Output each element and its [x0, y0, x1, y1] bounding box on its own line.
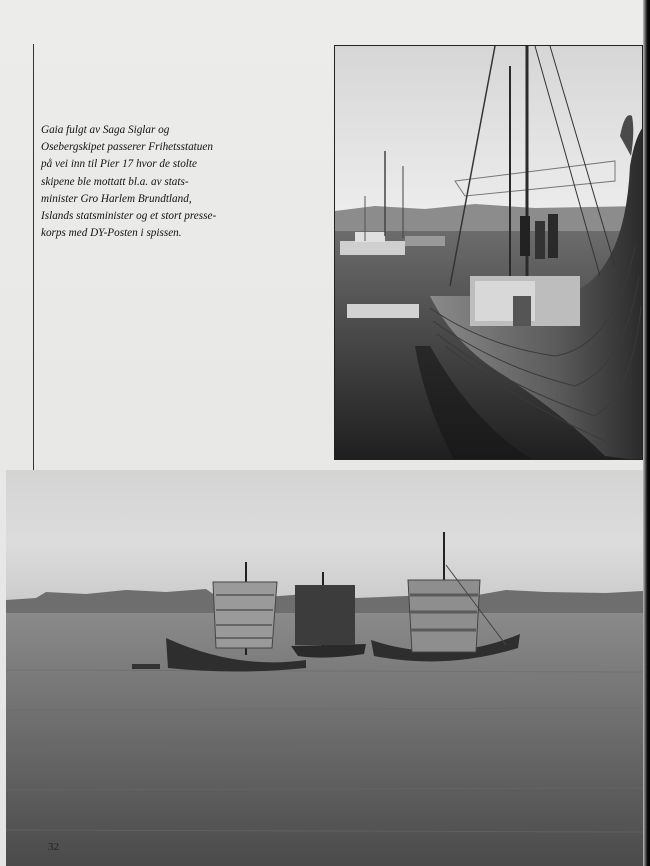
caption-line: Osebergskipet passerer Frihetsstatuen [41, 141, 213, 154]
page-number: 32 [48, 841, 59, 853]
caption-line: på vei inn til Pier 17 hvor de stolte [41, 158, 197, 171]
harbour-ship-photo [334, 45, 643, 460]
ships-at-sea-photo [6, 470, 643, 866]
page-edge-shadow [643, 0, 650, 866]
caption-line: skipene ble mottatt bl.a. av stats- [41, 175, 189, 188]
caption-line: korps med DY-Posten i spissen. [41, 227, 182, 240]
caption-line: minister Gro Harlem Brundtland, [41, 192, 192, 205]
caption-line: Islands statsminister og et stort presse- [41, 210, 217, 223]
photo-caption [41, 122, 256, 242]
caption-line: Gaia fulgt av Saga Siglar og [41, 124, 170, 136]
